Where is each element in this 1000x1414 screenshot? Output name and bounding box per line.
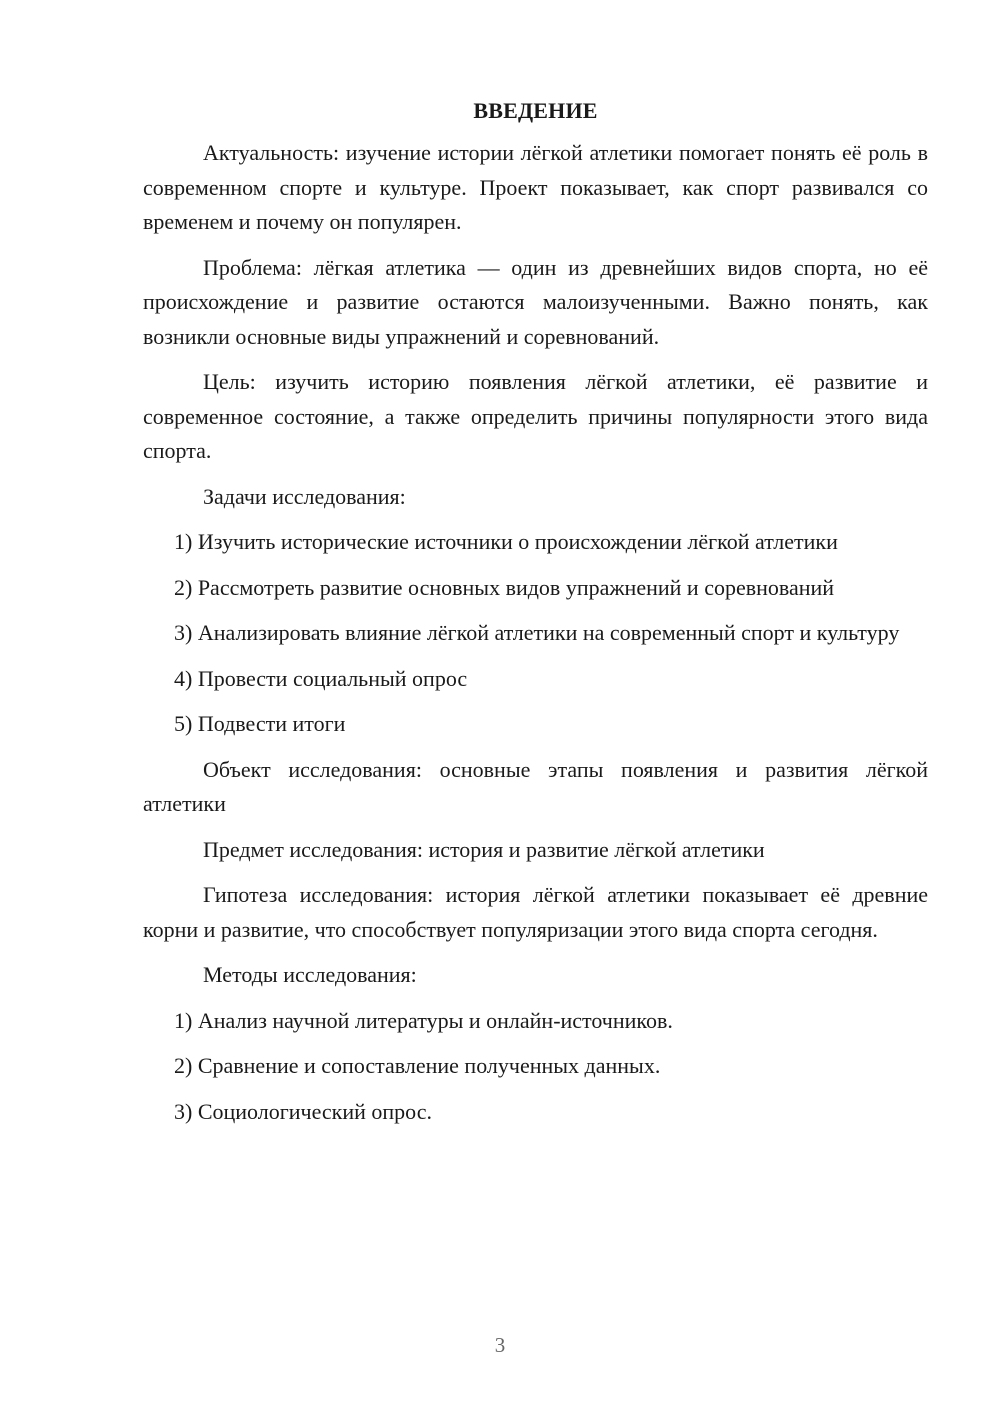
task-item: 1) Изучить исторические источники о происхождении лёгкой атлетики xyxy=(174,529,838,554)
goal-paragraph: Цель: изучить историю появления лёгкой атлетики, её развитие и современное состояние, а также определить причины популярности этого вида спорта. xyxy=(143,369,928,463)
task-item: 4) Провести социальный опрос xyxy=(174,665,468,691)
page-content xyxy=(143,94,928,1140)
method-item: 2) Сравнение и сопоставление полученных данных. xyxy=(174,1053,661,1078)
task-item: 3) Анализировать влияние лёгкой атлетики на современный спорт и культуру xyxy=(174,620,900,645)
object-paragraph: Объект исследования: основные этапы появления и развития лёгкой атлетики xyxy=(143,756,928,816)
relevance-paragraph: Актуальность: изучение истории лёгкой атлетики помогает понять её роль в современном спорте и культуре. Проект показывает, как спорт развивался со временем и почему он популярен. xyxy=(143,140,928,234)
task-item: 5) Подвести итоги xyxy=(174,711,346,736)
method-item: 1) Анализ научной литературы и онлайн-источников. xyxy=(174,1007,673,1033)
problem-paragraph: Проблема: лёгкая атлетика — один из древнейших видов спорта, но её происхождение и развитие остаются малоизученными. Важно понять, как возникли основные виды упражнений и соревнований. xyxy=(143,254,928,349)
methods-label: Методы исследования: xyxy=(203,962,417,987)
method-item: 3) Социологический опрос. xyxy=(174,1098,432,1124)
section-heading: ВВЕДЕНИЕ xyxy=(473,98,598,123)
subject-paragraph: Предмет исследования: история и развитие лёгкой атлетики xyxy=(203,836,765,862)
tasks-label: Задачи исследования: xyxy=(203,483,406,509)
hypothesis-paragraph: Гипотеза исследования: история лёгкой атлетики показывает её древние корни и развитие, что способствует популяризации этого вида спорта сегодня. xyxy=(143,882,928,942)
page-number: 3 xyxy=(494,1333,506,1357)
task-item: 2) Рассмотреть развитие основных видов упражнений и соревнований xyxy=(174,574,835,600)
